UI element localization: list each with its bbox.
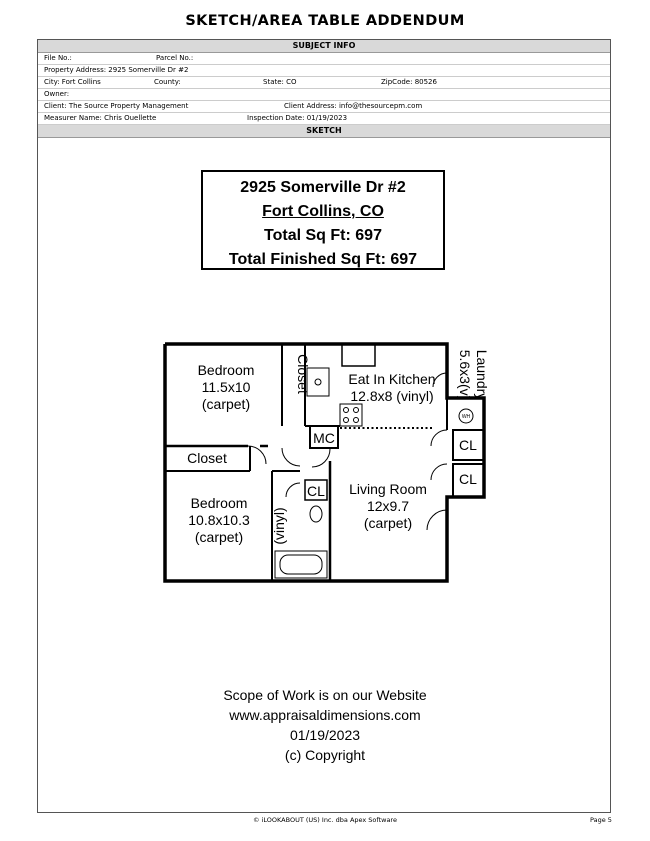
sketch-header: SKETCH: [38, 125, 610, 138]
bedroom2-floor: (carpet): [194, 529, 244, 545]
bath-floor: (vinyl): [271, 507, 287, 545]
footer-copyright: © iLOOKABOUT (US) Inc. dba Apex Software: [253, 816, 397, 824]
sketch-address: 2925 Somerville Dr #2: [240, 179, 406, 196]
copyright-note: (c) Copyright: [284, 747, 366, 763]
bedroom1-size: 11.5x10: [201, 379, 251, 395]
file-no: File No.:: [44, 54, 72, 62]
wh-label: WH: [461, 414, 471, 420]
cl-label-2: CL: [459, 471, 477, 487]
kitchen-size: 12.8x8 (vinyl): [350, 388, 434, 404]
bedroom2-name: Bedroom: [190, 495, 248, 511]
parcel-no: Parcel No.:: [156, 54, 194, 62]
cl-label-1: CL: [459, 437, 477, 453]
date-note: 01/19/2023: [289, 727, 361, 743]
document-title: SKETCH/AREA TABLE ADDENDUM: [185, 13, 465, 29]
property-address: Property Address: 2925 Somerville Dr #2: [44, 66, 189, 74]
total-sqft: Total Sq Ft: 697: [264, 227, 382, 244]
living-name: Living Room: [349, 481, 427, 497]
county: County:: [154, 78, 181, 86]
kitchen-name: Eat In Kitchen: [348, 371, 436, 387]
measurer-name: Measurer Name: Chris Ouellette: [44, 114, 157, 122]
client-address: Client Address: info@thesourcepm.com: [284, 102, 423, 110]
living-floor: (carpet): [363, 515, 413, 531]
sketch-city: Fort Collins, CO: [262, 203, 384, 220]
zipcode: ZipCode: 80526: [381, 78, 437, 86]
closet-vertical-label: Closet: [295, 354, 311, 394]
total-finished-sqft: Total Finished Sq Ft: 697: [228, 251, 418, 268]
owner: Owner:: [44, 90, 70, 98]
scope-of-work-note: Scope of Work is on our Website: [223, 687, 427, 703]
laundry-size: 5.6x3(v): [457, 349, 473, 401]
living-size: 12x9.7: [366, 498, 410, 514]
client: Client: The Source Property Management: [44, 102, 189, 110]
closet-horizontal-label: Closet: [187, 450, 227, 466]
cl-label-3: CL: [307, 483, 325, 499]
inspection-date: Inspection Date: 01/19/2023: [247, 114, 348, 122]
website-note: www.appraisaldimensions.com: [229, 707, 421, 723]
laundry-name: Laundry: [474, 349, 490, 401]
bedroom1-floor: (carpet): [201, 396, 251, 412]
bedroom1-name: Bedroom: [197, 362, 255, 378]
mc-label: MC: [313, 430, 335, 446]
state: State: CO: [263, 78, 297, 86]
bedroom2-size: 10.8x10.3: [188, 512, 250, 528]
subject-info-header: SUBJECT INFO: [38, 40, 610, 53]
city: City: Fort Collins: [44, 78, 101, 86]
page-number: Page 5: [590, 816, 612, 824]
